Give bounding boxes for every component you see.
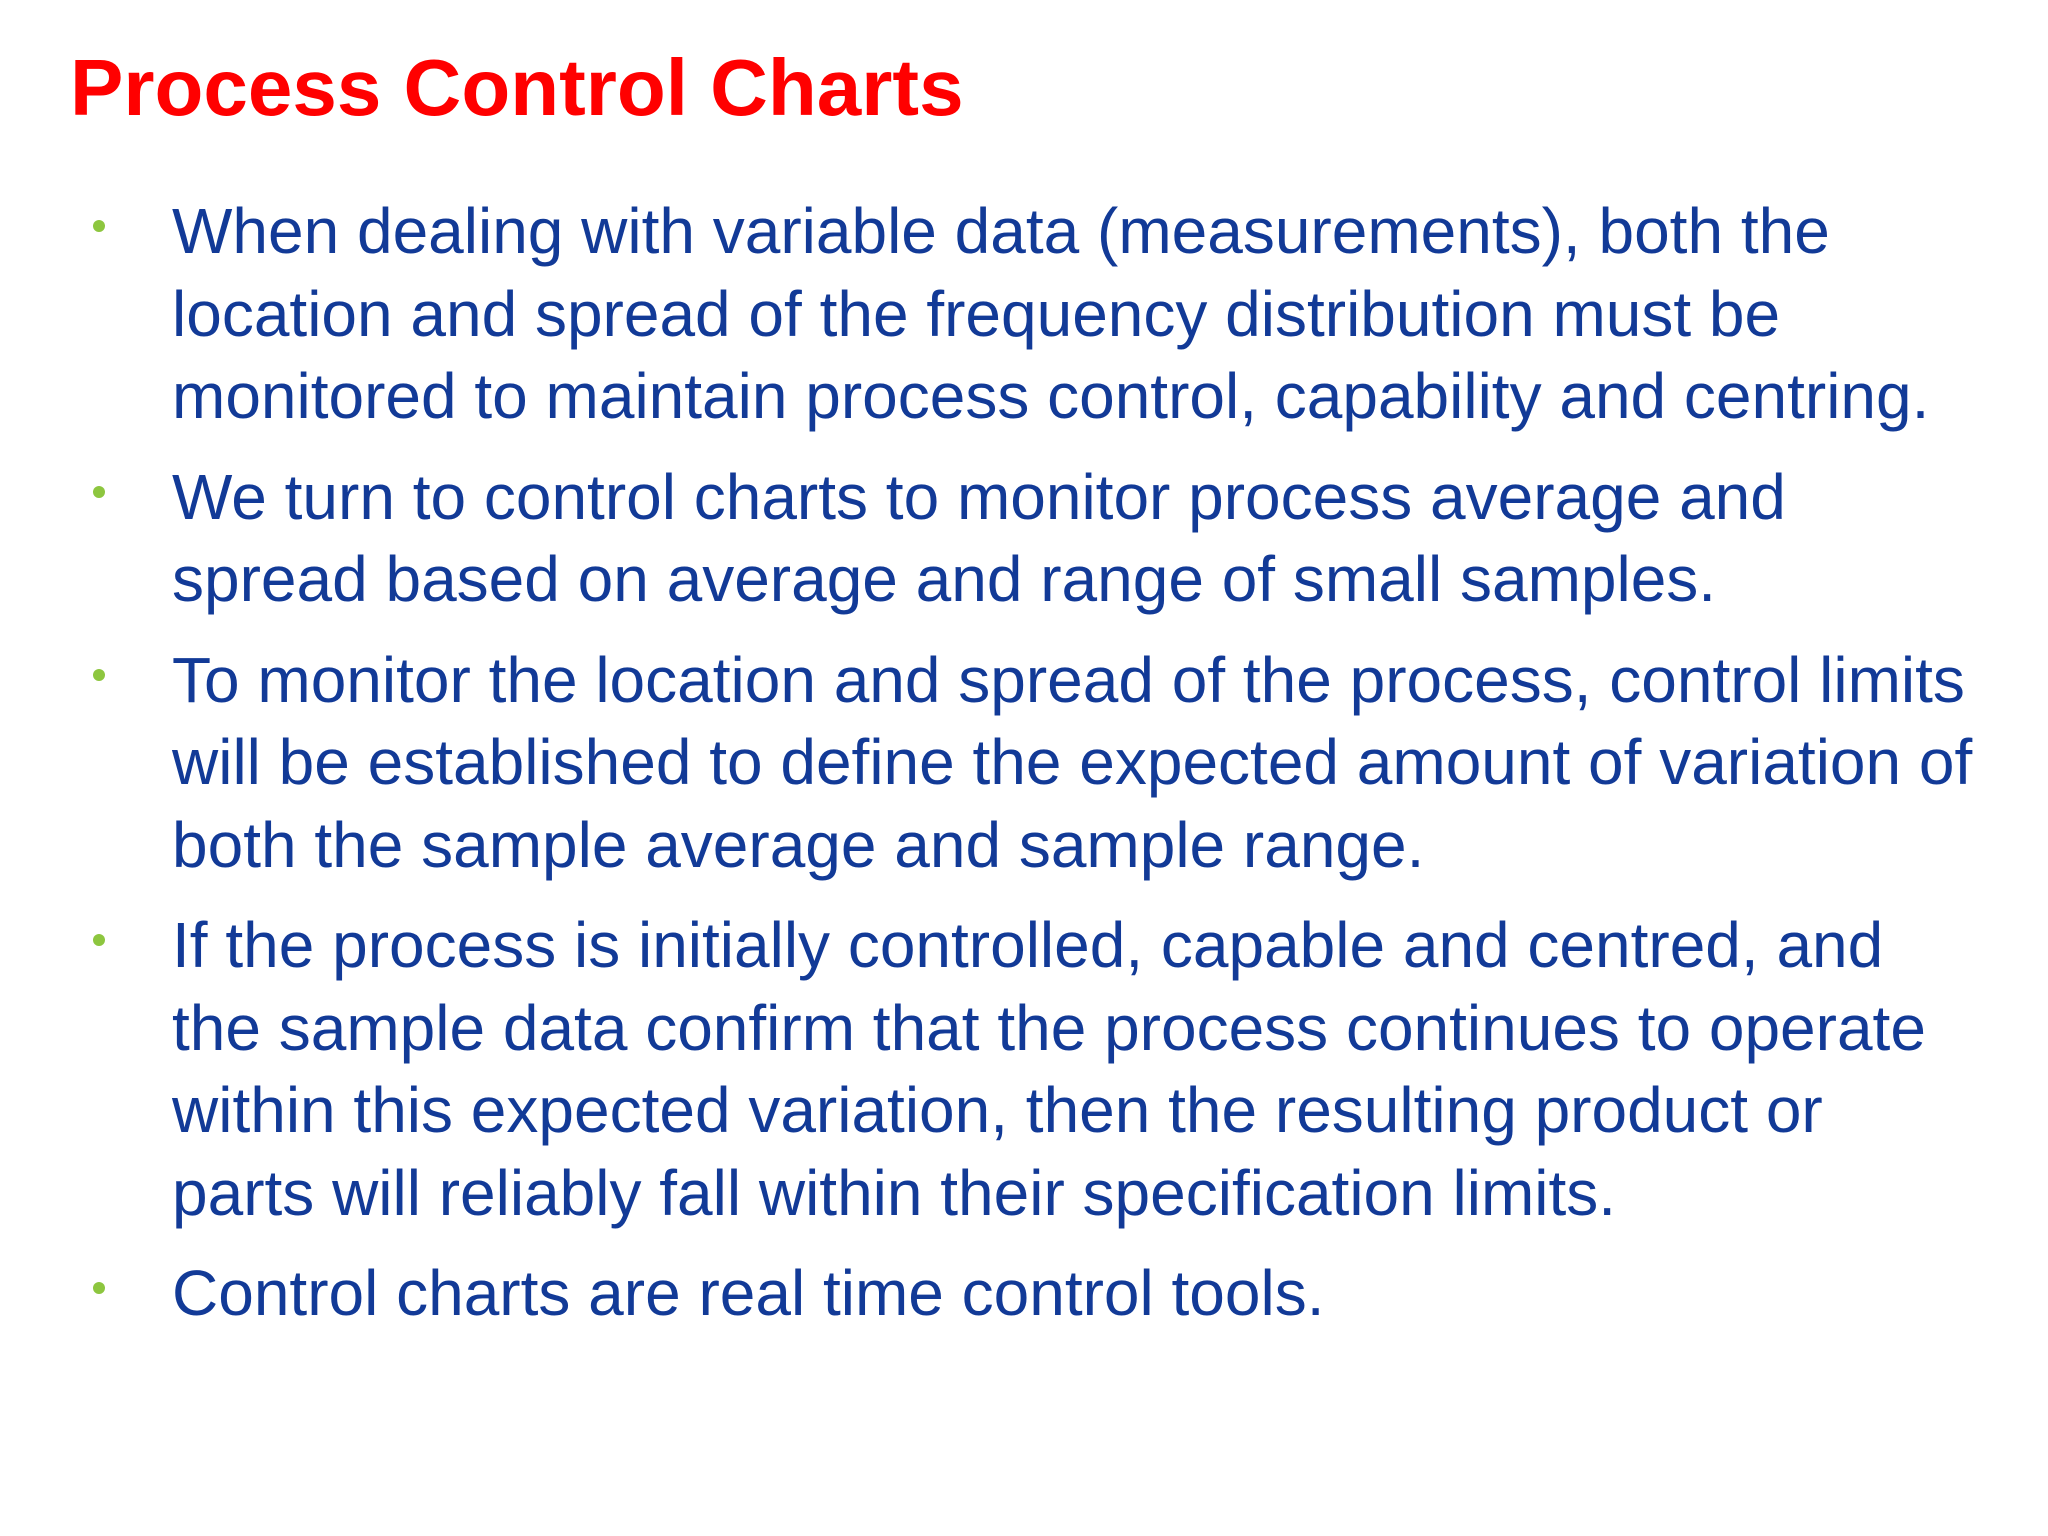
bullet-dot-icon <box>93 669 105 681</box>
bullet-dot-icon <box>93 1282 105 1294</box>
bullet-item <box>0 639 1982 887</box>
bullet-dot-icon <box>93 220 105 232</box>
bullet-dot-icon <box>93 934 105 946</box>
slide-title: Process Control Charts <box>70 43 964 132</box>
bullet-text: To monitor the location and spread of the process, control limits will be established to define the expected amount of variation of both the sample average and sample range. <box>172 643 1973 881</box>
bullet-item <box>0 1252 1982 1335</box>
bullet-text: Control charts are real time control tools. <box>172 1257 1325 1329</box>
bullet-item <box>0 190 1982 438</box>
bullet-list <box>0 190 2048 1353</box>
bullet-text: We turn to control charts to monitor process average and spread based on average and range of small samples. <box>172 460 1786 615</box>
bullet-text: When dealing with variable data (measurements), both the location and spread of the frequency distribution must be monitored to maintain process control, capability and centring. <box>172 195 1930 432</box>
bullet-item <box>0 904 1982 1234</box>
bullet-dot-icon <box>93 486 105 498</box>
bullet-item <box>0 456 1982 621</box>
bullet-text: If the process is initially controlled, capable and centred, and the sample data confirm that the process continues to operate within this expected variation, then the resulting product or parts will reliably fall within their specification limits. <box>172 909 1926 1229</box>
